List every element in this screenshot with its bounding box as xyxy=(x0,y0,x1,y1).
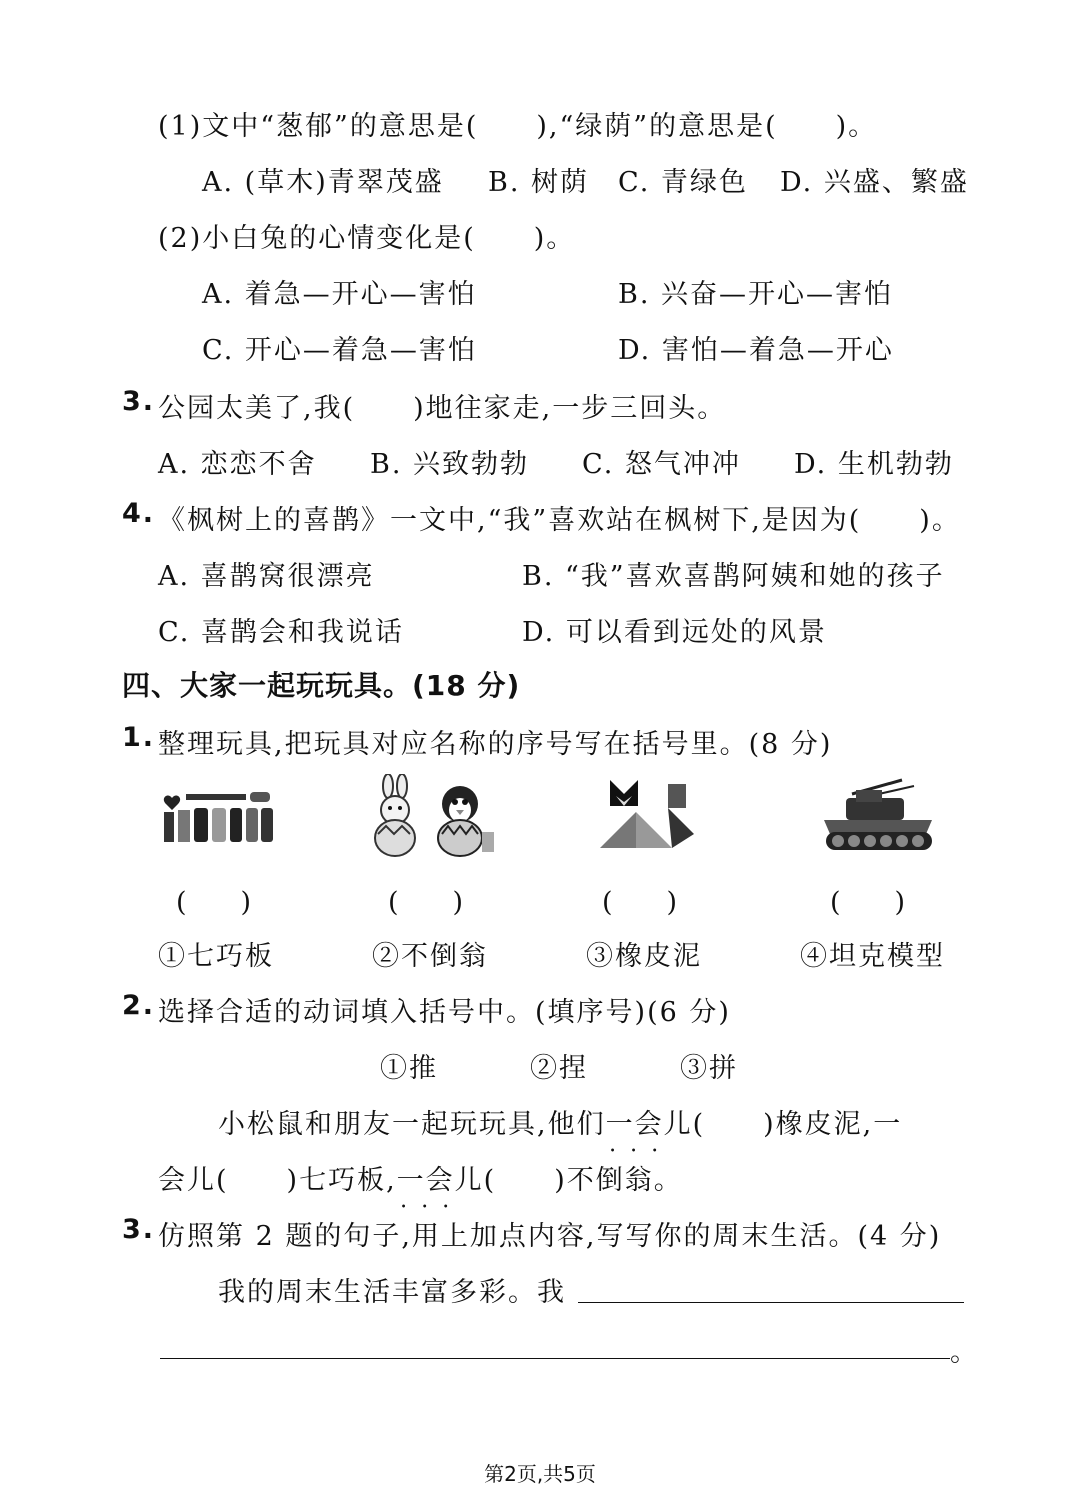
sentence-line-2 xyxy=(158,1158,683,1197)
dotted-phrase-1: 一会儿 • • • xyxy=(606,1102,693,1141)
q4-option-a: A. 喜鹊窝很漂亮 xyxy=(158,561,375,592)
roly-poly-icon xyxy=(368,774,498,858)
q2-2-option-a: A. 着急—开心—害怕 xyxy=(202,279,477,310)
q3-number: 3. xyxy=(122,386,156,417)
page-number-footer: 第2页,共5页 xyxy=(484,1462,596,1486)
toy-1-answer-blank[interactable]: ( ) xyxy=(176,887,252,918)
tangram-icon xyxy=(596,778,696,852)
s4-q3-number: 3. xyxy=(122,1214,156,1245)
q3-option-c: C. 怒气冲冲 xyxy=(582,449,741,480)
toy-name-tank-model: ④坦克模型 xyxy=(800,941,945,972)
sentence-line-1 xyxy=(218,1102,902,1141)
toy-3-answer-blank[interactable]: ( ) xyxy=(602,887,678,918)
q4-number: 4. xyxy=(122,498,156,529)
writing-lead-text: 我的周末生活丰富多彩。我 xyxy=(218,1277,566,1308)
q3-stem: 公园太美了,我( )地往家走,一步三回头。 xyxy=(158,393,727,424)
q2-1-option-b: B. 树荫 xyxy=(488,167,590,198)
writing-end-period: 。 xyxy=(950,1337,979,1368)
writing-line-1[interactable] xyxy=(578,1302,964,1303)
q2-2-stem: (2)小白兔的心情变化是( )。 xyxy=(158,223,576,254)
sentence-1-part-c: 一 xyxy=(873,1109,903,1140)
tank-model-icon xyxy=(816,776,940,858)
s4-q2-stem: 选择合适的动词填入括号中。(填序号)(6 分) xyxy=(158,997,731,1028)
dotted-phrase-3: 一会儿 • • • xyxy=(397,1158,484,1197)
toy-2-answer-blank[interactable]: ( ) xyxy=(388,887,464,918)
q2-1-option-a: A. (草木)青翠茂盛 xyxy=(202,167,444,198)
plasticine-icon xyxy=(158,782,276,848)
q4-option-d: D. 可以看到远处的风景 xyxy=(522,617,827,648)
q4-option-c: C. 喜鹊会和我说话 xyxy=(158,617,404,648)
writing-line-2[interactable] xyxy=(160,1358,950,1359)
sentence-2-part-a: 会儿 xyxy=(158,1165,216,1196)
toy-name-tangram: ①七巧板 xyxy=(158,941,274,972)
verb-option-assemble: ③拼 xyxy=(680,1053,738,1084)
s4-q2-number: 2. xyxy=(122,990,156,1021)
sentence-1-part-a: 小松鼠和朋友一起玩玩具,他们 xyxy=(218,1109,606,1140)
q2-1-option-d: D. 兴盛、繁盛 xyxy=(780,167,969,198)
verb-option-push: ①推 xyxy=(380,1053,438,1084)
toy-name-roly-poly: ②不倒翁 xyxy=(372,941,488,972)
s4-q1-number: 1. xyxy=(122,722,156,753)
s4-q1-stem: 整理玩具,把玩具对应名称的序号写在括号里。(8 分) xyxy=(158,729,833,760)
section-4-heading: 四、大家一起玩玩具。(18 分) xyxy=(122,669,521,702)
q3-option-b: B. 兴致勃勃 xyxy=(370,449,530,480)
toy-name-plasticine: ③橡皮泥 xyxy=(586,941,702,972)
q4-stem: 《枫树上的喜鹊》一文中,“我”喜欢站在枫树下,是因为( )。 xyxy=(158,505,961,536)
q4-option-b: B. “我”喜欢喜鹊阿姨和她的孩子 xyxy=(522,561,945,592)
q3-option-a: A. 恋恋不舍 xyxy=(158,449,317,480)
q2-2-option-d: D. 害怕—着急—开心 xyxy=(618,335,894,366)
q2-2-option-c: C. 开心—着急—害怕 xyxy=(202,335,477,366)
toy-4-answer-blank[interactable]: ( ) xyxy=(830,887,906,918)
s4-q3-stem: 仿照第 2 题的句子,用上加点内容,写写你的周末生活。(4 分) xyxy=(158,1221,942,1252)
sentence-2-part-b: ( )七巧板, xyxy=(216,1165,397,1196)
sentence-2-part-c: ( )不倒翁。 xyxy=(483,1165,683,1196)
q2-1-stem: (1)文中“葱郁”的意思是( ),“绿荫”的意思是( )。 xyxy=(158,111,878,142)
verb-option-knead: ②捏 xyxy=(530,1053,588,1084)
q2-1-option-c: C. 青绿色 xyxy=(618,167,748,198)
q3-option-d: D. 生机勃勃 xyxy=(794,449,954,480)
q2-2-option-b: B. 兴奋—开心—害怕 xyxy=(618,279,894,310)
sentence-1-part-b: ( )橡皮泥, xyxy=(692,1109,874,1140)
